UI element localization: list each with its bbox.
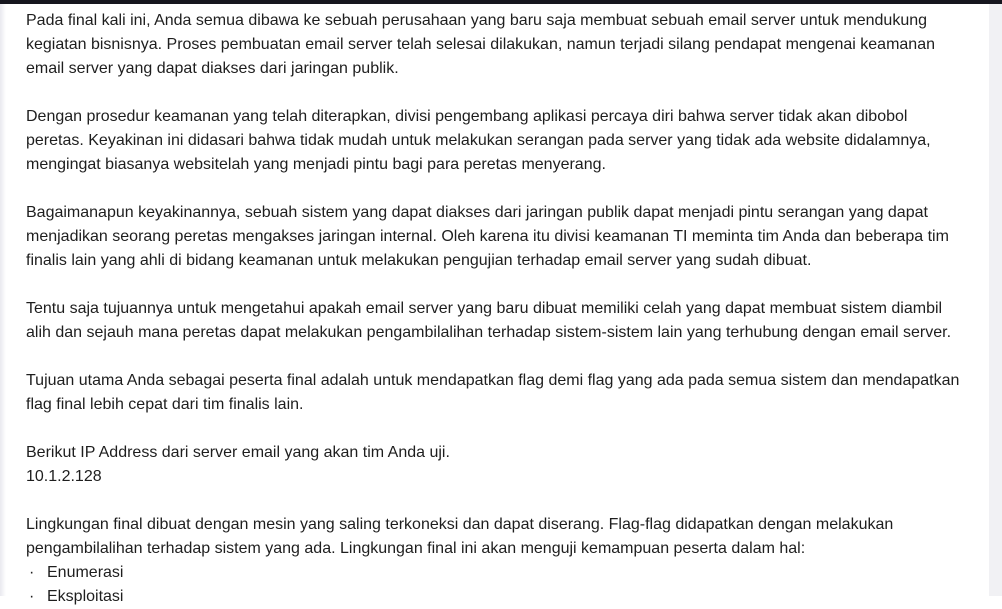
story-paragraph: Tentu saja tujuannya untuk mengetahui apakah email server yang baru dibuat memiliki celah yang dapat membuat sistem diambil alih dan sejauh mana peretas dapat melakukan pengambilalihan terhadap sistem-sistem lain yang terhubung dengan email server. (26, 300, 952, 341)
bullet-label: Eksploitasi (47, 588, 124, 605)
list-item (26, 585, 967, 609)
ip-intro-line: Berikut IP Address dari server email yang akan tim Anda uji. (26, 444, 450, 461)
bullet-icon: · (29, 564, 35, 581)
list-item (26, 561, 967, 585)
environment-block (26, 513, 967, 609)
story-paragraph: Pada final kali ini, Anda semua dibawa ke sebuah perusahaan yang baru saja membuat sebuah email server untuk mendukung kegiatan bisnisnya. Proses pembuatan email server telah selesai dilakukan, namun terjadi silang pendapat mengenai keamanan email server yang dapat diakses dari jaringan publik. (26, 12, 935, 77)
bullet-icon: · (29, 588, 35, 605)
story-paragraph: Bagaimanapun keyakinannya, sebuah sistem yang dapat diakses dari jaringan publik dapat menjadi pintu serangan yang dapat menjadikan seorang peretas mengakses jaringan internal. Oleh karena itu divisi keamanan TI meminta tim Anda dan beberapa tim finalis lain yang ahli di bidang keamanan untuk melakukan pengujian terhadap email server yang sudah dibuat. (26, 204, 949, 269)
ip-address-block (26, 441, 967, 489)
story-paragraph: Tujuan utama Anda sebagai peserta final adalah untuk mendapatkan flag demi flag yang ada pada semua sistem dan mendapatkan flag final lebih cepat dari tim finalis lain. (26, 372, 960, 413)
challenge-description-text (26, 9, 967, 609)
story-paragraph: Dengan prosedur keamanan yang telah diterapkan, divisi pengembang aplikasi percaya diri bahwa server tidak akan dibobol peretas. Keyakinan ini didasari bahwa tidak mudah untuk melakukan serangan pada server yang tidak ada website didalamnya, mengingat biasanya websitelah yang menjadi pintu bagi para peretas menyerang. (26, 108, 931, 173)
bullet-label: Enumerasi (47, 564, 124, 581)
window-top-edge (0, 0, 1002, 4)
scrollbar[interactable] (989, 4, 1002, 596)
environment-paragraph: Lingkungan final dibuat dengan mesin yang saling terkoneksi dan dapat diserang. Flag-flag didapatkan dengan melakukan pengambilalihan terhadap sistem yang ada. Lingkungan final ini akan menguji kemampuan peserta dalam hal: (26, 516, 894, 557)
ip-address-value: 10.1.2.128 (26, 468, 102, 485)
window-left-edge (0, 4, 6, 596)
